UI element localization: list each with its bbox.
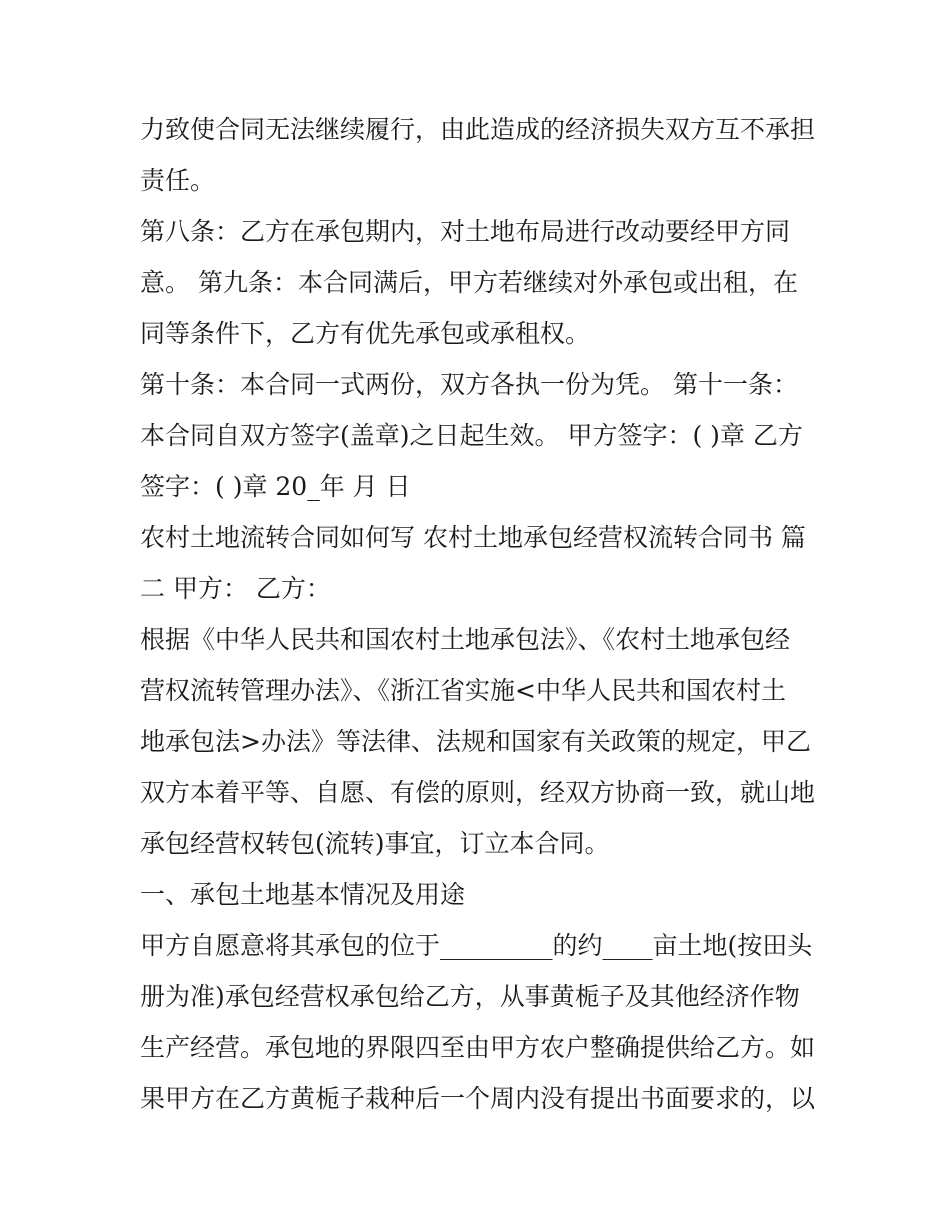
text-line: 甲方自愿意将其承包的位于_________的约____亩土地(按田头 (140, 931, 813, 960)
document-body (140, 104, 830, 1124)
text-line: 本合同自双方签字(盖章)之日起生效。 甲方签字：( )章 乙方 (140, 421, 803, 450)
text-line: 签字：( )章 20_年 月 日 (140, 472, 411, 501)
text-line: 根据《中华人民共和国农村土地承包法》、《农村土地承包经 (140, 625, 791, 654)
text-line: 地承包法>办法》等法律、法规和国家有关政策的规定，甲乙 (140, 727, 811, 756)
text-line: 第八条：乙方在承包期内，对土地布局进行改动要经甲方同 (140, 217, 791, 246)
text-line: 双方本着平等、自愿、有偿的原则，经双方协商一致，就山地 (140, 778, 816, 807)
subsection-heading: 一、承包土地基本情况及用途 (140, 880, 466, 909)
text-line: 册为准)承包经营权承包给乙方，从事黄栀子及其他经济作物 (140, 982, 800, 1011)
text-line: 力致使合同无法继续履行，由此造成的经济损失双方互不承担 (140, 115, 816, 144)
text-line: 责任。 (140, 166, 216, 195)
text-line: 营权流转管理办法》、《浙江省实施<中华人民共和国农村土 (140, 676, 786, 705)
text-line: 果甲方在乙方黄栀子栽种后一个周内没有提出书面要求的，以 (140, 1084, 816, 1113)
text-line: 承包经营权转包(流转)事宜，订立本合同。 (140, 829, 610, 858)
text-line: 意。 第九条：本合同满后，甲方若继续对外承包或出租，在 (140, 268, 798, 297)
text-line: 同等条件下，乙方有优先承包或承租权。 (140, 319, 591, 348)
text-line: 生产经营。承包地的界限四至由甲方农户整确提供给乙方。如 (140, 1033, 816, 1062)
section-heading: 农村土地流转合同如何写 农村土地承包经营权流转合同书 篇 (140, 523, 806, 552)
text-line: 第十条：本合同一式两份，双方各执一份为凭。 第十一条： (140, 370, 798, 399)
parties-line: 二 甲方： 乙方： (140, 574, 331, 603)
